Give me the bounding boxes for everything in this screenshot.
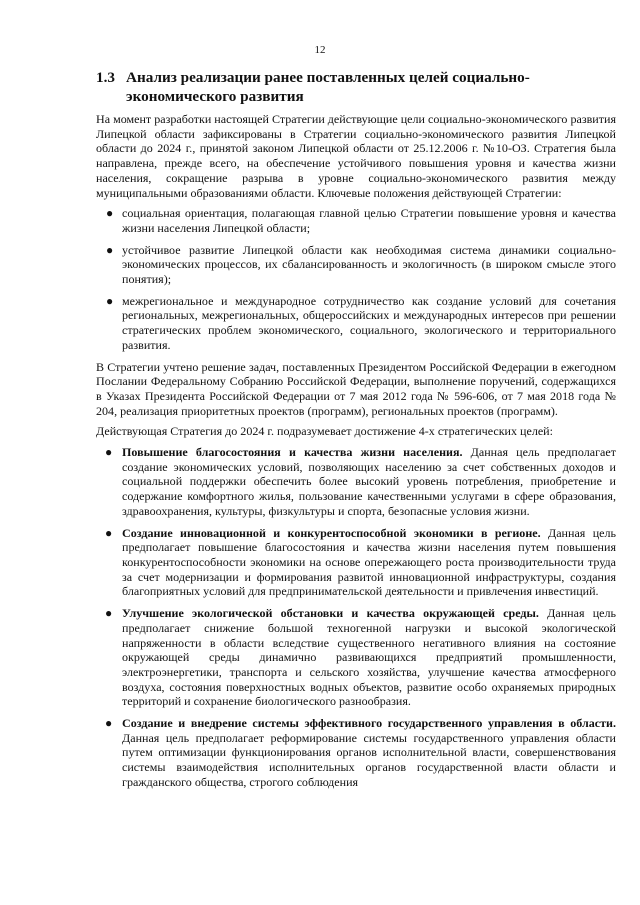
key-points-list <box>96 206 616 352</box>
bullet-icon: ● <box>105 606 113 621</box>
bullet-icon: ● <box>106 242 114 257</box>
bullet-icon: ● <box>106 206 114 221</box>
goal-item <box>96 445 616 519</box>
goal-text: Данная цель предполагает реформирование системы государственного управления области путем оптимизации функционирования органов исполнительной власти, совершенствования системы взаимодействия исполнительных органов государственной власти области и гражданского общества, строгого соблюдения <box>122 730 616 789</box>
section-heading <box>96 68 596 106</box>
paragraph-tasks: В Стратегии учтено решение задач, поставленных Президентом Российской Федерации в ежегодном Послании Федеральному Собранию Российской Федерации, выполнение поручений, содержащихся в Указах Президента Российской Федерации от 7 мая 2012 года № 596-606, от 7 мая 2018 года № 204, реализация приоритетных проектов (программ), региональных проектов (программ). <box>96 359 616 418</box>
paragraph-goals-intro: Действующая Стратегия до 2024 г. подразумевает достижение 4-х стратегических целей: <box>96 424 553 439</box>
bullet-icon: ● <box>105 716 113 731</box>
goal-title: Повышение благосостояния и качества жизни населения. <box>122 445 463 460</box>
list-item-text: социальная ориентация, полагающая главной целью Стратегии повышение уровня и качества жизни населения Липецкой области; <box>122 206 616 235</box>
list-item-text: устойчивое развитие Липецкой области как необходимая система динамики социально-экономических процессов, их сбалансированность и экологичность (в широком смысле этого понятия); <box>122 242 616 287</box>
goal-item <box>96 716 616 790</box>
list-item <box>96 294 616 353</box>
intro-paragraph: На момент разработки настоящей Стратегии действующие цели социально-экономического развития Липецкой области зафиксированы в Стратегии социально-экономического развития Липецкой области до 2024 г., принятой законом Липецкой области от 25.12.2006 г. №10-ОЗ. Стратегия была направлена, прежде всего, на обеспечение устойчивого повышения уровня и качества жизни населения, сокращение разрыва в уровне социально-экономического развития между муниципальными образованиями области. Ключевые положения действующей Стратегии: <box>96 112 616 200</box>
page-number: 12 <box>314 44 326 56</box>
list-item <box>96 243 616 287</box>
goal-text: Данная цель предполагает повышение благосостояния и качества жизни населения путем повышения конкурентоспособности экономики на основе опережающего роста производительности труда за счет модернизации и формирования развитой инновационной инфраструктуры, создания благоприятных условий для предпринимательской деятельности и привлечения инвестиций. <box>122 525 616 599</box>
goal-title: Улучшение экологической обстановки и качества окружающей среды. <box>122 606 539 621</box>
bullet-icon: ● <box>105 445 113 460</box>
goal-item <box>96 526 616 600</box>
list-item <box>96 206 616 235</box>
bullet-icon: ● <box>106 293 114 308</box>
section-number: 1.3 <box>96 69 115 86</box>
goals-list <box>96 445 616 789</box>
goal-text: Данная цель предполагает создание экономических условий, позволяющих населению за счет собственных доходов и социальной поддержки обеспечить более высокий уровень потребления, приобретение и содержание комфортного жилья, пользование качественными услугами в сфере образования, здравоохранения, культуры, физкультуры и спорта, безопасные условия жизни. <box>122 445 616 518</box>
goal-title: Создание инновационной и конкурентоспособной экономики в регионе. <box>122 525 541 540</box>
document-body <box>96 112 616 797</box>
goal-item <box>96 606 616 709</box>
goal-text: Данная цель предполагает снижение большой техногенной нагрузки и высокой экологической напряженности в области вследствие существенного негативного влияния на состояние окружающей среды динамично развивающихся предприятий промышленности, электроэнергетики, транспорта и сельского хозяйства, улучшение качества атмосферного воздуха, состояния поверхностных водных объектов, развитие особо охраняемых природных территорий и сохранение биологического разнообразия. <box>122 606 616 709</box>
list-item-text: межрегиональное и международное сотрудничество как создание условий для сочетания региональных, межрегиональных, общероссийских и международных интересов при решении стратегических проблем экономического, социального, экологического и территориального развития. <box>122 293 616 352</box>
bullet-icon: ● <box>105 525 113 540</box>
goal-title: Создание и внедрение системы эффективного государственного управления в области. <box>122 716 616 731</box>
section-title: Анализ реализации ранее поставленных целей социально-экономического развития <box>126 69 530 105</box>
